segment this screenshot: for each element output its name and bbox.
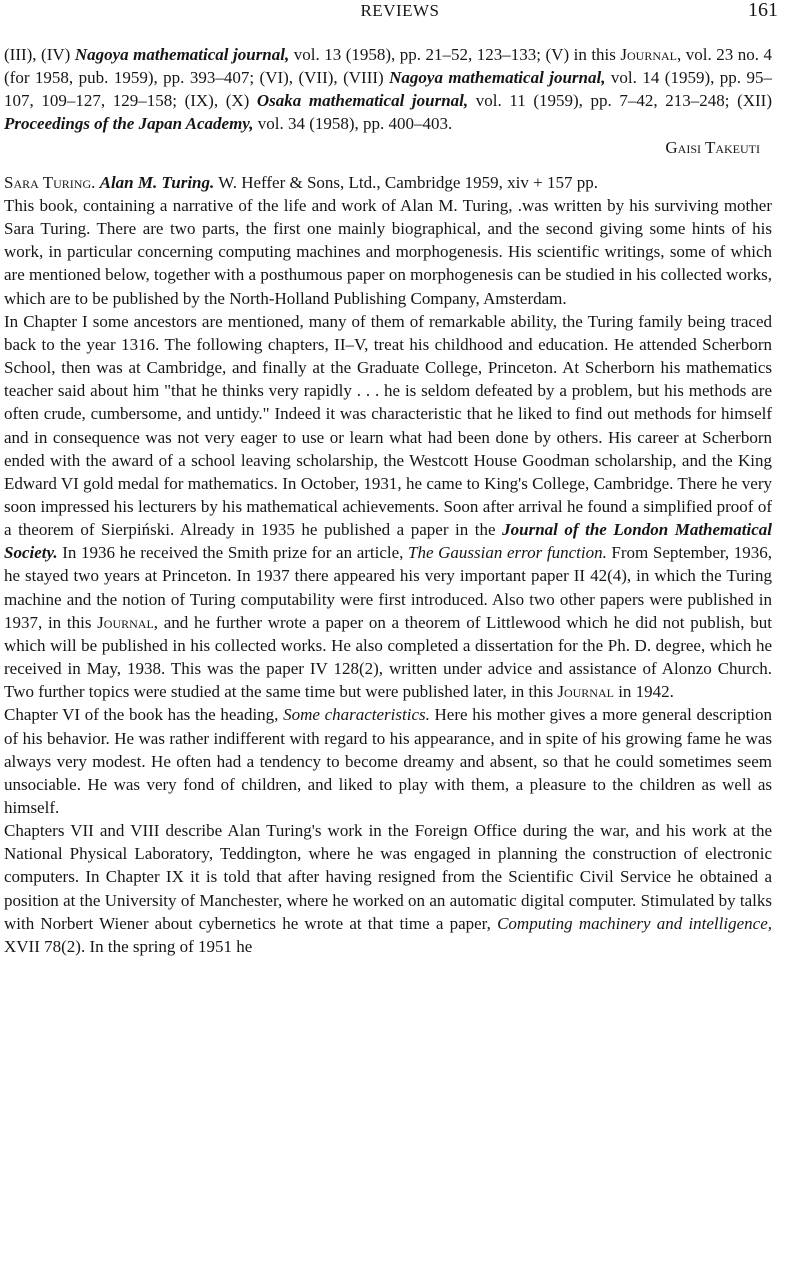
review-publisher: W. Heffer & Sons, Ltd., Cambridge 1959, xiv + 157 pp. [214,172,598,192]
journal-title: Journal of the London Mathematical Society. [4,520,772,563]
paragraph-text: Here his mother gives a more general description of his behavior. He was rather indifferent with regard to his appearance, and in spite of his growing fame he was always very modest. He often had a tendency to become dreamy and absent, so that he could sometimes seem unsociable. He was very fond of children, and liked to play with them, a pleasure to the children as well as himself. [4,705,773,817]
journal-title: Osaka mathematical journal, [256,91,469,111]
article-body [4,43,772,958]
reference-list [4,43,772,136]
paragraph-text: Chapters VII and VIII describe Alan Turing's work in the Foreign Office during the war, and his work at the National Physical Laboratory, Teddington, where he was engaged in planning the construction of electronic computers. In Chapter IX it is told that after having resigned from the Scientific Civil Service he obtained a position at the University of Manchester, where he worked on an automatic digital computer. Stimulated by talks with Norbert Wiener about cybernetics he wrote at that time a paper, [4,821,772,933]
journal-small-caps: Journal [557,682,614,702]
ref-text: vol. 11 (1959), pp. 7–42, 213–248; (XII) [468,91,772,111]
running-head [0,0,800,24]
ref-text: vol. 14 (1959), pp. 95–107, 109–127, 129–158; (IX), (X) [4,68,772,111]
journal-title: Nagoya mathematical journal, [74,45,290,64]
article-title: The Gaussian error function. [408,543,607,563]
paper-title: Computing machinery and intelligence, [497,913,772,933]
ref-text: (III), (IV) [4,45,75,64]
paragraph-text: From September, 1936, he stayed two years at Princeton. In 1937 there appeared his very important paper II 42(4), in which the Turing machine and the notion of Turing computability were first introduced. Also two other papers were published in 1937, in this [4,543,772,632]
journal-small-caps: Journal [620,45,678,64]
paragraph-4 [4,819,772,958]
paragraph-text: , and he further wrote a paper on a theorem of Littlewood which he did not publish, but which will be published in his collected works. He also completed a dissertation for the Ph. D. degree, which he received in May, 1938. This was the paper IV 128(2), written under advice and assistance of Alonzo Church. Two further topics were studied at the same time but were published later, in this [4,612,772,702]
paragraph-2 [4,310,772,704]
paragraph-text: In 1936 he received the Smith prize for an article, [57,543,409,563]
chapter-heading: Some characteristics. [283,705,430,725]
paragraph-text: XVII 78(2). In the spring of 1951 he [4,936,253,956]
paragraph-text: In Chapter I some ancestors are mentioned, many of them of remarkable ability, the Turing family being traced back to the year 1316. The following chapters, II–V, treat his childhood and education. He attended Scherborn School, then was at Cambridge, and finally at the Graduate College, Princeton. At Scherborn his mathematics teacher said about him "that he thinks very rapidly . . . he is seldom defeated by a problem, but his methods are often crude, cumbersome, and untidy." Indeed it was characteristic that he liked to find out methods for himself and in consequence was not very eager to use or learn what had been done by others. His career at Scherborn ended with the award of a school leaving scholarship, the Westcott House Goodman scholarship, and the King Edward VI gold medal for mathematics. In October, 1931, he came to King's College, Cambridge. There he very soon impressed his lecturers by his mathematical achievements. Soon after arrival he found a simplified proof of a theorem of Sierpiński. Already in 1935 he published a paper in the [4,311,772,540]
review-author: Sara Turing. [4,172,96,192]
page-number: 161 [748,0,778,21]
reviewer-signature [4,136,772,159]
paragraph-text: Chapter VI of the book has the heading, [4,705,284,725]
running-title: REVIEWS [360,1,440,20]
section-gap [4,159,772,171]
journal-title: Proceedings of the Japan Academy, [4,114,254,134]
ref-text: , vol. 23 no. 4 (for 1958, pub. 1959), pp. 393–407; (VI), (VII), (VIII) [4,45,772,88]
journal-small-caps: Journal [97,612,154,632]
reviewer-name: Gaisi Takeuti [665,137,760,157]
journal-title: Nagoya mathematical journal, [389,68,606,88]
paragraph-1: This book, containing a narrative of the life and work of Alan M. Turing, .was written by his surviving mother Sara Turing. There are two parts, the first one mainly biographical, and the second giving some hints of his work, in particular concerning computing machines and morphogenesis. His scientific writings, some of which are mentioned below, together with a posthumous paper on morphogenesis can be studied in his collected works, which are to be published by the North-Holland Publishing Company, Amsterdam. [4,195,772,308]
ref-text: vol. 34 (1958), pp. 400–403. [253,114,453,134]
review-heading [4,171,772,194]
paragraph-3 [4,703,772,819]
ref-text: vol. 13 (1958), pp. 21–52, 123–133; (V) in this [289,45,621,64]
review-book-title: Alan M. Turing. [99,172,215,192]
paragraph-text: in 1942. [613,682,674,702]
